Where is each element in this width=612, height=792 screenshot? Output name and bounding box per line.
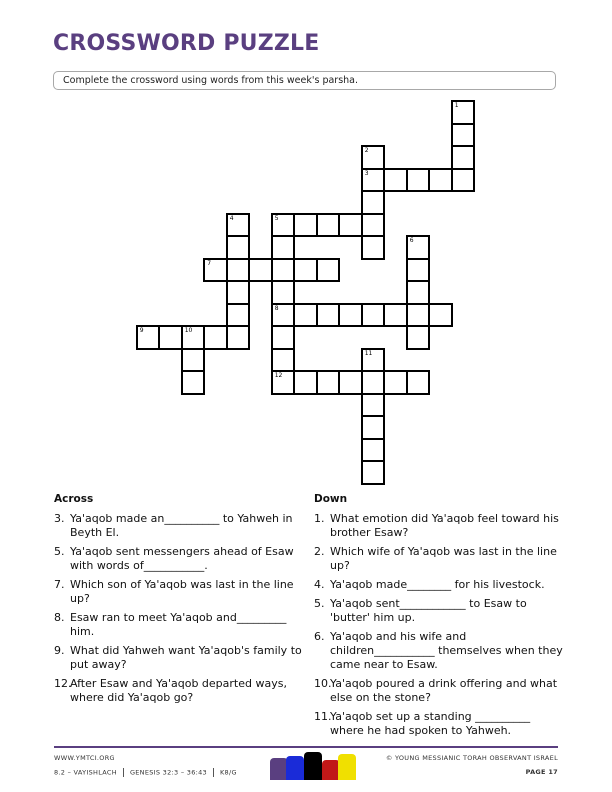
crossword-cell[interactable] — [316, 370, 341, 395]
clue-text: Ya'aqob made an__________ to Yahweh in Beyth El. — [70, 512, 293, 539]
clue-item — [314, 597, 564, 625]
crossword-cell[interactable] — [248, 258, 273, 283]
crossword-cell[interactable] — [383, 168, 408, 193]
crossword-cell[interactable] — [361, 438, 386, 463]
crossword-cell[interactable] — [361, 415, 386, 440]
clue-item — [54, 644, 304, 672]
clue-item — [54, 578, 304, 606]
crossword-cell[interactable] — [406, 235, 431, 260]
crossword-cell[interactable] — [406, 280, 431, 305]
crossword-cell[interactable] — [271, 348, 296, 373]
ymtoi-logo-icon — [270, 752, 358, 780]
clue-number: 4. — [314, 578, 325, 591]
crossword-cell[interactable] — [361, 190, 386, 215]
clue-item — [314, 512, 564, 540]
crossword-cell[interactable] — [203, 258, 228, 283]
crossword-cell[interactable] — [451, 123, 476, 148]
clue-text: Esaw ran to meet Ya'aqob and_________ him. — [70, 611, 287, 638]
clue-number: 2 — [364, 147, 369, 154]
crossword-cell[interactable] — [181, 325, 206, 350]
clue-item — [54, 545, 304, 573]
clue-number: 7. — [54, 578, 65, 591]
crossword-cell[interactable] — [136, 325, 161, 350]
clue-text: What did Yahweh want Ya'aqob's family to put away? — [70, 644, 302, 671]
across-heading: Across — [54, 493, 94, 505]
clue-text: Ya'aqob and his wife and children___________ themselves when they came near to Esaw. — [330, 630, 563, 671]
down-heading: Down — [314, 493, 348, 505]
crossword-cell[interactable] — [361, 348, 386, 373]
footer-divider — [54, 746, 558, 748]
crossword-cell[interactable] — [226, 258, 251, 283]
clue-number: 4 — [229, 214, 234, 222]
clue-text: Ya'aqob made________ for his livestock. — [330, 578, 545, 591]
clue-text: Which wife of Ya'aqob was last in the line up? — [330, 545, 557, 572]
crossword-cell[interactable] — [361, 393, 386, 418]
footer-page-number: PAGE 17 — [525, 768, 558, 776]
clue-number: 8. — [54, 611, 65, 624]
crossword-cell[interactable] — [293, 213, 318, 238]
clue-text: Ya'aqob sent____________ to Esaw to 'butter' him up. — [330, 597, 527, 624]
clue-number: 5. — [314, 597, 325, 610]
clue-number: 3. — [54, 512, 65, 525]
clue-number: 8 — [274, 304, 279, 312]
clue-number: 1. — [314, 512, 325, 525]
footer-reference — [54, 768, 237, 777]
page-title: CROSSWORD PUZZLE — [53, 31, 320, 56]
crossword-cell[interactable] — [158, 325, 183, 350]
clue-text: Ya'aqob set up a standing __________ where he had spoken to Yahweh. — [330, 710, 531, 737]
clue-number: 11. — [314, 710, 332, 723]
clue-number: 9. — [54, 644, 65, 657]
clue-text: Ya'aqob poured a drink offering and what else on the stone? — [330, 677, 558, 704]
logo-figure — [286, 756, 304, 780]
crossword-cell[interactable] — [226, 235, 251, 260]
clue-number: 6. — [314, 630, 325, 643]
clue-number: 9 — [139, 327, 144, 334]
crossword-cell[interactable] — [338, 303, 363, 328]
crossword-cell[interactable] — [406, 258, 431, 283]
footer-separator — [123, 768, 124, 777]
crossword-cell[interactable] — [226, 280, 251, 305]
footer-copyright: © YOUNG MESSIANIC TORAH OBSERVANT ISRAEL — [385, 754, 558, 762]
clue-item — [54, 677, 304, 705]
crossword-cell[interactable] — [293, 258, 318, 283]
crossword-cell[interactable] — [406, 370, 431, 395]
crossword-cell[interactable] — [271, 213, 296, 238]
clue-number: 12. — [54, 677, 72, 690]
clue-number: 5. — [54, 545, 65, 558]
crossword-cell[interactable] — [316, 303, 341, 328]
footer-separator — [213, 768, 214, 777]
crossword-cell[interactable] — [361, 303, 386, 328]
crossword-cell[interactable] — [338, 370, 363, 395]
footer-lesson: 8.2 – VAYISHLACH — [54, 768, 117, 777]
crossword-cell[interactable] — [203, 325, 228, 350]
clue-number: 5 — [274, 214, 279, 222]
logo-figure — [338, 754, 356, 780]
crossword-cell[interactable] — [406, 325, 431, 350]
crossword-cell[interactable] — [271, 235, 296, 260]
clue-number: 2. — [314, 545, 325, 558]
crossword-cell[interactable] — [181, 348, 206, 373]
crossword-cell[interactable] — [361, 168, 386, 193]
crossword-cell[interactable] — [271, 258, 296, 283]
footer-grade: K8/G — [220, 768, 237, 777]
clue-text: Which son of Ya'aqob was last in the line up? — [70, 578, 294, 605]
clue-item — [314, 545, 564, 573]
crossword-cell[interactable] — [293, 303, 318, 328]
crossword-cell[interactable] — [271, 370, 296, 395]
crossword-cell[interactable] — [451, 100, 476, 125]
crossword-cell[interactable] — [293, 370, 318, 395]
crossword-cell[interactable] — [226, 303, 251, 328]
clue-number: 11 — [364, 349, 373, 357]
clue-item — [314, 710, 564, 738]
crossword-cell[interactable] — [361, 213, 386, 238]
crossword-cell[interactable] — [428, 168, 453, 193]
crossword-cell[interactable] — [338, 213, 363, 238]
logo-figure — [304, 752, 322, 780]
crossword-cell[interactable] — [383, 303, 408, 328]
clue-item — [54, 611, 304, 639]
crossword-cell[interactable] — [316, 258, 341, 283]
clue-item — [314, 578, 564, 592]
clue-item — [314, 677, 564, 705]
crossword-cell[interactable] — [316, 213, 341, 238]
clue-item — [54, 512, 304, 540]
crossword-cell[interactable] — [361, 235, 386, 260]
crossword-cell[interactable] — [271, 303, 296, 328]
crossword-cell[interactable] — [361, 370, 386, 395]
crossword-cell[interactable] — [451, 145, 476, 170]
crossword-cell[interactable] — [428, 303, 453, 328]
clue-number: 6 — [409, 237, 414, 244]
clue-item — [314, 630, 564, 672]
clue-number: 10 — [184, 327, 193, 334]
crossword-cell[interactable] — [181, 370, 206, 395]
across-clue-list — [54, 512, 304, 705]
across-clues — [54, 492, 304, 710]
crossword-cell[interactable] — [451, 168, 476, 193]
clue-number: 10. — [314, 677, 332, 690]
clue-text: What emotion did Ya'aqob feel toward his brother Esaw? — [330, 512, 559, 539]
clue-number: 1 — [454, 102, 459, 109]
crossword-cell[interactable] — [226, 325, 251, 350]
crossword-cell[interactable] — [361, 460, 386, 485]
down-clues — [314, 492, 564, 743]
clue-number: 12 — [274, 372, 283, 379]
crossword-cell[interactable] — [406, 168, 431, 193]
clue-text: Ya'aqob sent messengers ahead of Esaw with words of___________. — [70, 545, 294, 572]
crossword-cell[interactable] — [361, 145, 386, 170]
crossword-cell[interactable] — [406, 303, 431, 328]
clue-number: 3 — [364, 169, 369, 177]
crossword-cell[interactable] — [226, 213, 251, 238]
instructions-text: Complete the crossword using words from this week's parsha. — [63, 75, 359, 86]
clue-text: After Esaw and Ya'aqob departed ways, where did Ya'aqob go? — [70, 677, 287, 704]
crossword-cell[interactable] — [383, 370, 408, 395]
crossword-cell[interactable] — [271, 325, 296, 350]
footer-scripture: GENESIS 32:3 – 36:43 — [129, 768, 207, 777]
footer-url: WWW.YMTCI.ORG — [54, 754, 115, 762]
clue-number: 7 — [207, 259, 212, 267]
down-clue-list — [314, 512, 564, 738]
crossword-cell[interactable] — [271, 280, 296, 305]
